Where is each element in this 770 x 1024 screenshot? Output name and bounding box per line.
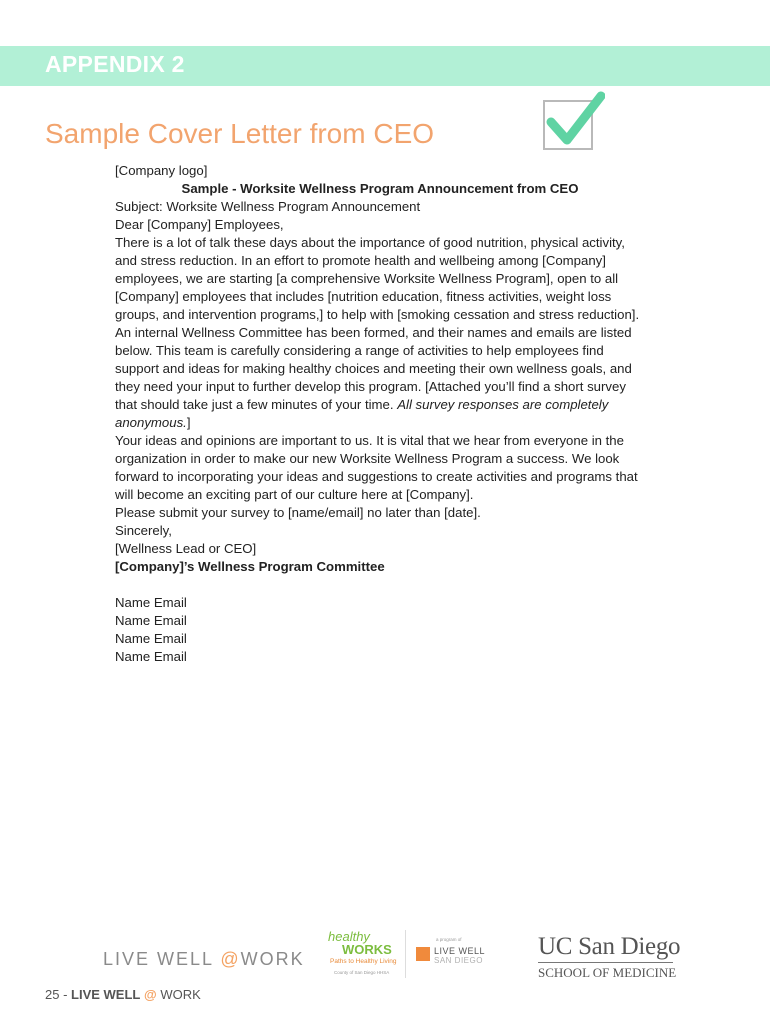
- logo-live-well-text: LIVE WELL: [103, 949, 214, 969]
- company-logo-placeholder: [Company logo]: [115, 163, 208, 178]
- ucsd-divider: [538, 962, 673, 963]
- paragraph-2-end: ]: [186, 415, 191, 430]
- footer-logos: [0, 925, 770, 985]
- healthy-works-county: County of San Diego HHSA: [334, 970, 390, 975]
- healthy-works-logo: [328, 929, 408, 981]
- committee-member: Name Email: [115, 613, 187, 628]
- lwsd-icon: [416, 947, 430, 961]
- checkmark-icon: [545, 88, 605, 148]
- committee-member: Name Email: [115, 631, 187, 646]
- logo-divider: [405, 930, 406, 978]
- healthy-works-tagline: Paths to Healthy Living: [330, 958, 397, 965]
- ucsd-sub-text: SCHOOL OF MEDICINE: [538, 965, 677, 980]
- letter-paragraph-1: There is a lot of talk these days about the importance of good nutrition, physical activity, and stress reduction. In an effort to promote health and wellbeing among [Company] employees, we are starting [a comprehensive Worksite Wellness Program], open to all [Company] employees that includes [nutrition education, fitness activities, weight loss groups, and intervention programs,] to help with [smoking cessation and stress reduction].: [115, 235, 640, 322]
- committee-member: Name Email: [115, 649, 187, 664]
- letter-submit-line: Please submit your survey to [name/email] no later than [date].: [115, 505, 481, 520]
- page-title: Sample Cover Letter from CEO: [45, 118, 435, 149]
- committee-title: [Company]’s Wellness Program Committee: [115, 559, 385, 574]
- paragraph-2-italic: All survey responses are completely anonymous.: [115, 397, 609, 430]
- logo-work-text: WORK: [240, 949, 305, 969]
- letter-paragraph-3: Your ideas and opinions are important to us. It is vital that we hear from everyone in the organization in order to make our new Worksite Wellness Program a success. We look forward to incorporating your ideas and suggestions to create activities and programs that will become an exciting part of our culture here at [Company].: [115, 433, 638, 502]
- lwsd-main-text: LIVE WELL: [434, 946, 486, 956]
- live-well-at-work-logo: [103, 949, 305, 970]
- live-well-san-diego-logo: [416, 937, 496, 977]
- page-number: 25 -: [45, 987, 68, 1002]
- letter-subtitle: Sample - Worksite Wellness Program Announcement from CEO: [181, 181, 579, 196]
- footer-at: @: [144, 987, 157, 1002]
- paragraph-2-text: An internal Wellness Committee has been formed, and their names and emails are listed below. This team is carefully considering a range of activities to help employees find support and ideas for making healthy choices and meeting their own wellness goals, and they need your input to further develop this program. [Attached you’ll find a short survey that should take just a few minutes of your time.: [115, 325, 632, 412]
- footer-work: WORK: [160, 987, 201, 1002]
- banner-title: APPENDIX 2: [45, 51, 185, 77]
- ucsd-main-text: UC San Diego: [538, 933, 681, 960]
- letter-signer: [Wellness Lead or CEO]: [115, 541, 257, 556]
- committee-member: Name Email: [115, 595, 187, 610]
- logo-at-symbol: @: [220, 949, 241, 969]
- ucsd-medicine-logo: [538, 933, 681, 983]
- letter-greeting: Dear [Company] Employees,: [115, 217, 284, 232]
- healthy-works-healthy-text: healthy: [328, 929, 370, 944]
- footer-brand: LIVE WELL: [71, 987, 141, 1002]
- lwsd-top-text: a program of: [436, 937, 462, 942]
- page-footer: [45, 987, 201, 1002]
- committee-list: [115, 594, 645, 666]
- lwsd-sub-text: SAN DIEGO: [434, 956, 483, 965]
- letter-body: [115, 162, 645, 666]
- letter-closing: Sincerely,: [115, 523, 172, 538]
- appendix-banner: [0, 46, 770, 86]
- letter-paragraph-2: [115, 324, 645, 432]
- letter-subject: Subject: Worksite Wellness Program Announcement: [115, 199, 421, 214]
- healthy-works-works-text: WORKS: [342, 942, 392, 957]
